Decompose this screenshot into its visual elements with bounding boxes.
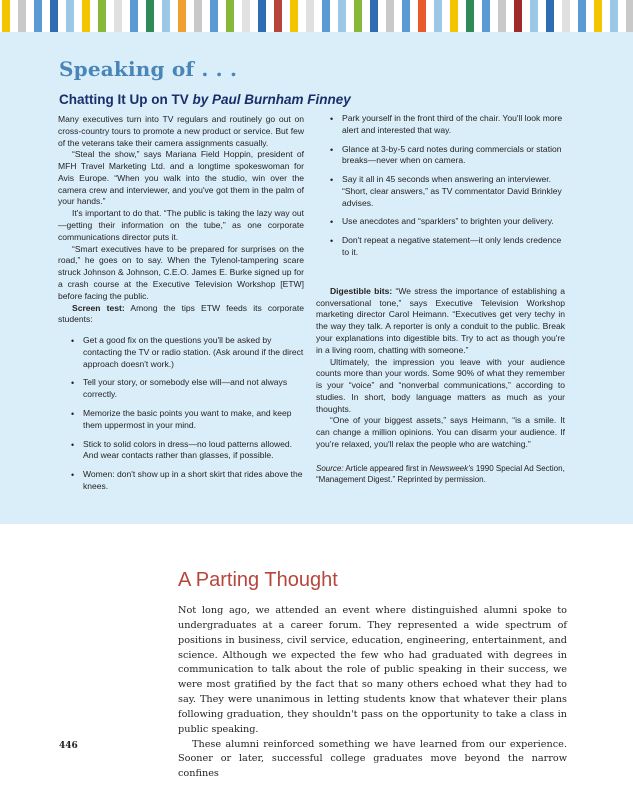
stripe-bar: [402, 0, 410, 32]
stripe-bar: [50, 0, 58, 32]
stripe-bar: [226, 0, 234, 32]
stripe-bar: [146, 0, 154, 32]
tips-list-right: [316, 113, 565, 259]
sidebar-left-column: [58, 114, 304, 500]
paragraph-steal-the-show: “Steal the show,” says Mariana Field Hoppin, president of MFH Travel Marketing Ltd. and a longtime spokeswoman for Avis Europe. “When you walk into the studio, win over the camera crew and interviewer, and you've got them in the palm of your hands.”: [58, 149, 304, 207]
sidebar-right-column: [316, 113, 565, 485]
list-item: • Women: don't show up in a short skirt that rides above the knees.: [58, 469, 304, 493]
stripe-bar: [418, 0, 426, 32]
paragraph-smart-executives: “Smart executives have to be prepared for surprises on the road,” he goes on to say. When the Tylenol-tampering scare struck Johnson & Johnson, C.E.O. James E. Burke signed up for a crash course at the Executive Television Workshop [ETW] before facing the public.: [58, 243, 304, 301]
list-item: • Don't repeat a negative statement—it only lends credence to it.: [316, 235, 565, 259]
source-publication: Newsweek's: [429, 463, 474, 473]
stripe-bar: [354, 0, 362, 32]
body-paragraph: These alumni reinforced something we have learned from our experience. Sooner or later, successful college graduates move beyond the narrow confines: [178, 738, 567, 780]
spacer: [316, 266, 565, 286]
stripe-bar: [594, 0, 602, 32]
list-item: • Get a good fix on the questions you'll be asked by contacting the TV or radio station. (Ask around if the direct approach doesn't work.): [58, 335, 304, 370]
tips-list-left: [58, 335, 304, 493]
stripe-bar: [546, 0, 554, 32]
body-paragraph: Not long ago, we attended an event where distinguished alumni spoke to undergraduates at a career forum. They represented a wide spectrum of positions in business, civil service, education, engineering, entertainment, and science. Although we expected the few who had graduated with degrees in communication to talk about the role of public speaking in their success, we were most gratified by the fact that so many others echoed what they had to say. They were unanimous in letting students know that whatever their plans following graduation, they shouldn't pass on the opportunity to take a class in public speaking.: [178, 605, 567, 735]
stripe-bar: [626, 0, 633, 32]
section-heading: A Parting Thought: [178, 569, 338, 591]
stripe-bar: [370, 0, 378, 32]
list-item: • Glance at 3-by-5 card notes during commercials or station breaks—never when on camera.: [316, 144, 565, 168]
paragraph-screen-test: [58, 303, 304, 327]
article-byline: by Paul Burnham Finney: [192, 92, 351, 107]
source-label: Source:: [316, 463, 344, 473]
stripe-bar: [2, 0, 10, 32]
screen-test-label: Screen test:: [72, 302, 125, 313]
article-title: [59, 92, 351, 107]
stripe-bar: [322, 0, 330, 32]
stripe-bar: [66, 0, 74, 32]
decorative-stripe-band: [0, 0, 633, 32]
stripe-bar: [610, 0, 618, 32]
parting-thought-body: [178, 604, 567, 782]
stripe-bar: [82, 0, 90, 32]
stripe-bar: [498, 0, 506, 32]
list-item: • Park yourself in the front third of the chair. You'll look more alert and interested that way.: [316, 113, 565, 137]
screen-test-text: Among the tips ETW feeds its corporate students:: [58, 302, 304, 325]
paragraph-smile: “One of your biggest assets,” says Heimann, “is a smile. It can change a million opinions. You can disarm your audience. If you're relaxed, you'll relax the people who are watching.”: [316, 415, 565, 449]
stripe-bar: [194, 0, 202, 32]
stripe-bar: [466, 0, 474, 32]
article-headline: Chatting It Up on TV: [59, 92, 189, 107]
paragraph-ultimately: Ultimately, the impression you leave with your audience counts more than your words. Some 90% of what they remember is your “voice” and “nonverbal communications,” according to studies. In short, body language matters as much as your thoughts.: [316, 356, 565, 414]
list-item: • Stick to solid colors in dress—no loud patterns allowed. And wear contacts rather than glasses, if possible.: [58, 439, 304, 463]
list-item: • Tell your story, or somebody else will—and not always correctly.: [58, 377, 304, 401]
stripe-bar: [242, 0, 250, 32]
paragraph-lazy-way: It's important to do that. “The public is taking the lazy way out—getting their information on the tube,” as one corporate communications director puts it.: [58, 208, 304, 242]
stripe-bar: [258, 0, 266, 32]
stripe-bar: [34, 0, 42, 32]
intro-paragraph: Many executives turn into TV regulars and routinely go out on cross-country tours to promote a new product or service. But few of the veterans take their camera assignments casually.: [58, 114, 304, 148]
list-item: • Say it all in 45 seconds when answering an interviewer. “Short, clear answers,” as TV commentator David Brinkley advises.: [316, 174, 565, 209]
stripe-bar: [482, 0, 490, 32]
stripe-bar: [530, 0, 538, 32]
stripe-bar: [114, 0, 122, 32]
source-credit: [316, 463, 565, 485]
stripe-bar: [210, 0, 218, 32]
digestible-bits-label: Digestible bits:: [330, 285, 393, 296]
stripe-bar: [386, 0, 394, 32]
stripe-bar: [578, 0, 586, 32]
stripe-bar: [338, 0, 346, 32]
stripe-bar: [290, 0, 298, 32]
stripe-bar: [562, 0, 570, 32]
stripe-bar: [18, 0, 26, 32]
stripe-bar: [306, 0, 314, 32]
sidebar-title: Speaking of . . .: [59, 57, 238, 81]
stripe-bar: [178, 0, 186, 32]
stripe-bar: [98, 0, 106, 32]
stripe-bar: [162, 0, 170, 32]
page-number: 446: [59, 741, 78, 751]
stripe-bar: [274, 0, 282, 32]
source-text-b: 1990 Special Ad Section, “Management Digest.” Reprinted by permission.: [316, 463, 565, 484]
list-item: • Memorize the basic points you want to make, and keep them uppermost in your mind.: [58, 408, 304, 432]
stripe-bar: [130, 0, 138, 32]
stripe-bar: [450, 0, 458, 32]
digestible-bits-text: “We stress the importance of establishing a conversational tone,” says Executive Television Workshop marketing director Carol Heimann. “Executives get very techy in the way they talk. A reporter is only a conduit to the public. Break your explanations into digestible bits. Try to act as though you're in a living room, chatting with someone.”: [316, 285, 565, 355]
paragraph-digestible-bits: [316, 286, 565, 357]
stripe-bar: [514, 0, 522, 32]
list-item: • Use anecdotes and “sparklers” to brighten your delivery.: [316, 216, 565, 228]
stripe-bar: [434, 0, 442, 32]
source-text-a: Article appeared first in: [343, 463, 430, 473]
